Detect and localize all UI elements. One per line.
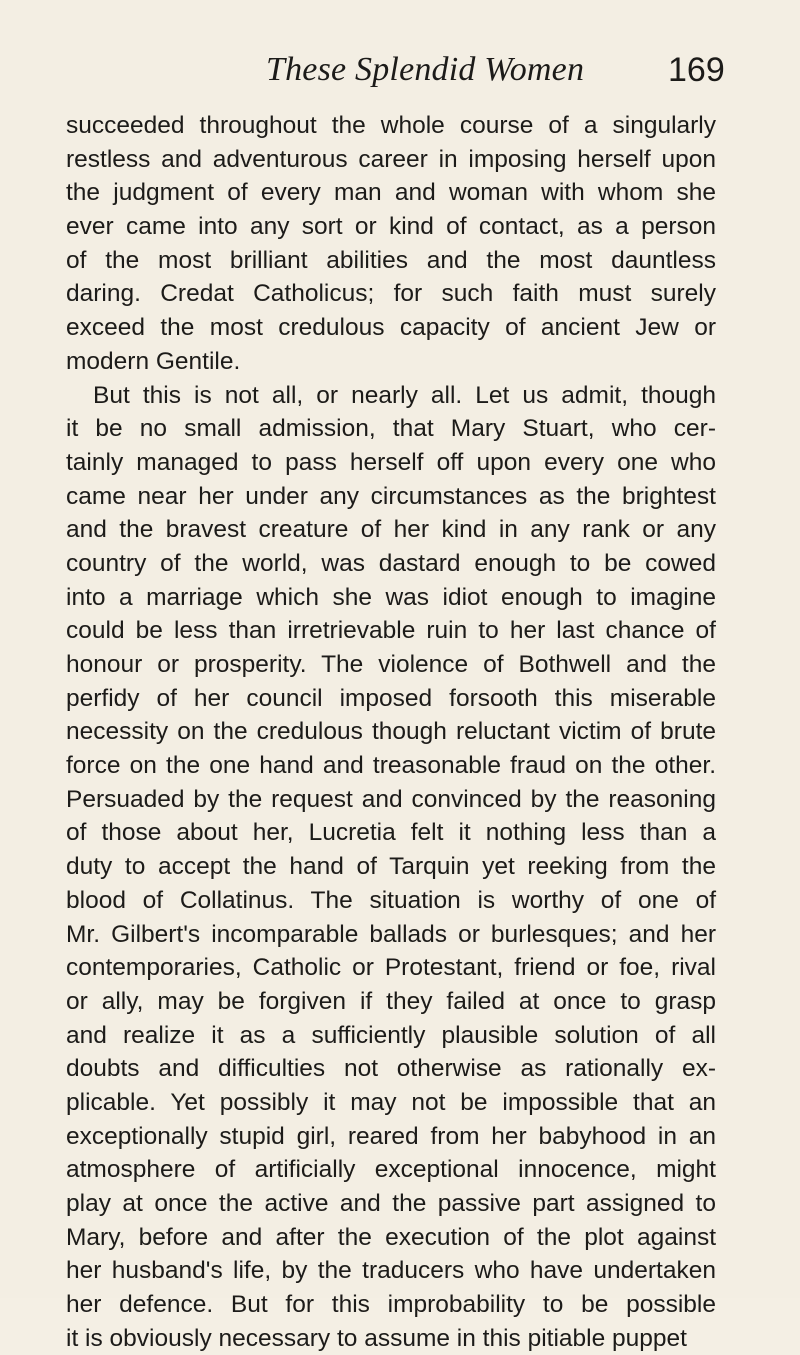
text-line: play at once the active and the passive part assigned to: [66, 1190, 716, 1217]
text-line: her defence. But for this improbability to be possible: [66, 1291, 716, 1319]
text-line: duty to accept the hand of Tarquin yet reeking from the: [66, 853, 716, 881]
text-line: ever came into any sort or kind of contact, as a person: [66, 213, 716, 241]
text-line: country of the world, was dastard enough to be cowed: [66, 549, 716, 577]
text-line: into a marriage which she was idiot enough to imagine: [66, 583, 716, 611]
text-line: and the bravest creature of her kind in any rank or any: [66, 516, 716, 544]
text-line: the judgment of every man and woman with whom she: [66, 179, 716, 207]
text-line: Mary, before and after the execution of the plot against: [66, 1223, 716, 1251]
text-line: of those about her, Lucretia felt it nothing less than a: [66, 819, 716, 847]
text-line: doubts and difficulties not otherwise as rationally ex-: [66, 1055, 716, 1083]
text-line: Persuaded by the request and convinced by the reasoning: [66, 785, 716, 813]
text-line: daring. Credat Catholicus; for such faith must surely: [66, 280, 716, 308]
page-number: 169: [668, 51, 725, 89]
text-line: Mr. Gilbert's incomparable ballads or burlesques; and her: [66, 920, 716, 948]
body-text: [66, 109, 716, 1355]
text-line: tainly managed to pass herself off upon every one who: [66, 448, 716, 476]
text-line: it is obviously necessary to assume in this pitiable puppet: [66, 1324, 687, 1352]
text-line: But this is not all, or nearly all. Let us admit, though: [93, 381, 716, 409]
text-line: could be less than irretrievable ruin to her last chance of: [66, 617, 716, 645]
text-line: plicable. Yet possibly it may not be impossible that an: [66, 1088, 716, 1116]
text-line: or ally, may be forgiven if they failed at once to grasp: [66, 987, 716, 1015]
text-line: necessity on the credulous though reluctant victim of brute: [66, 718, 716, 746]
text-line: exceptionally stupid girl, reared from her babyhood in an: [66, 1122, 716, 1150]
text-line: perfidy of her council imposed forsooth this miserable: [66, 684, 716, 712]
text-line: restless and adventurous career in imposing herself upon: [66, 145, 716, 173]
text-line: honour or prosperity. The violence of Bothwell and the: [66, 651, 716, 678]
text-line: contemporaries, Catholic or Protestant, friend or foe, rival: [66, 954, 716, 982]
text-line: her husband's life, by the traducers who have undertaken: [66, 1257, 716, 1285]
text-line: succeeded throughout the whole course of a singularly: [66, 112, 716, 139]
text-line: of the most brilliant abilities and the most dauntless: [66, 246, 716, 274]
text-line: exceed the most credulous capacity of ancient Jew or: [66, 314, 716, 342]
page-header: [0, 50, 800, 90]
text-line: it be no small admission, that Mary Stuart, who cer-: [66, 415, 716, 443]
text-line: came near her under any circumstances as the brightest: [66, 482, 716, 510]
running-title: These Splendid Women: [266, 51, 585, 88]
text-line: and realize it as a sufficiently plausible solution of all: [66, 1021, 716, 1049]
text-line: atmosphere of artificially exceptional innocence, might: [66, 1156, 716, 1184]
text-line: modern Gentile.: [66, 347, 241, 375]
text-line: blood of Collatinus. The situation is worthy of one of: [66, 886, 716, 914]
text-line: force on the one hand and treasonable fraud on the other.: [66, 752, 716, 780]
